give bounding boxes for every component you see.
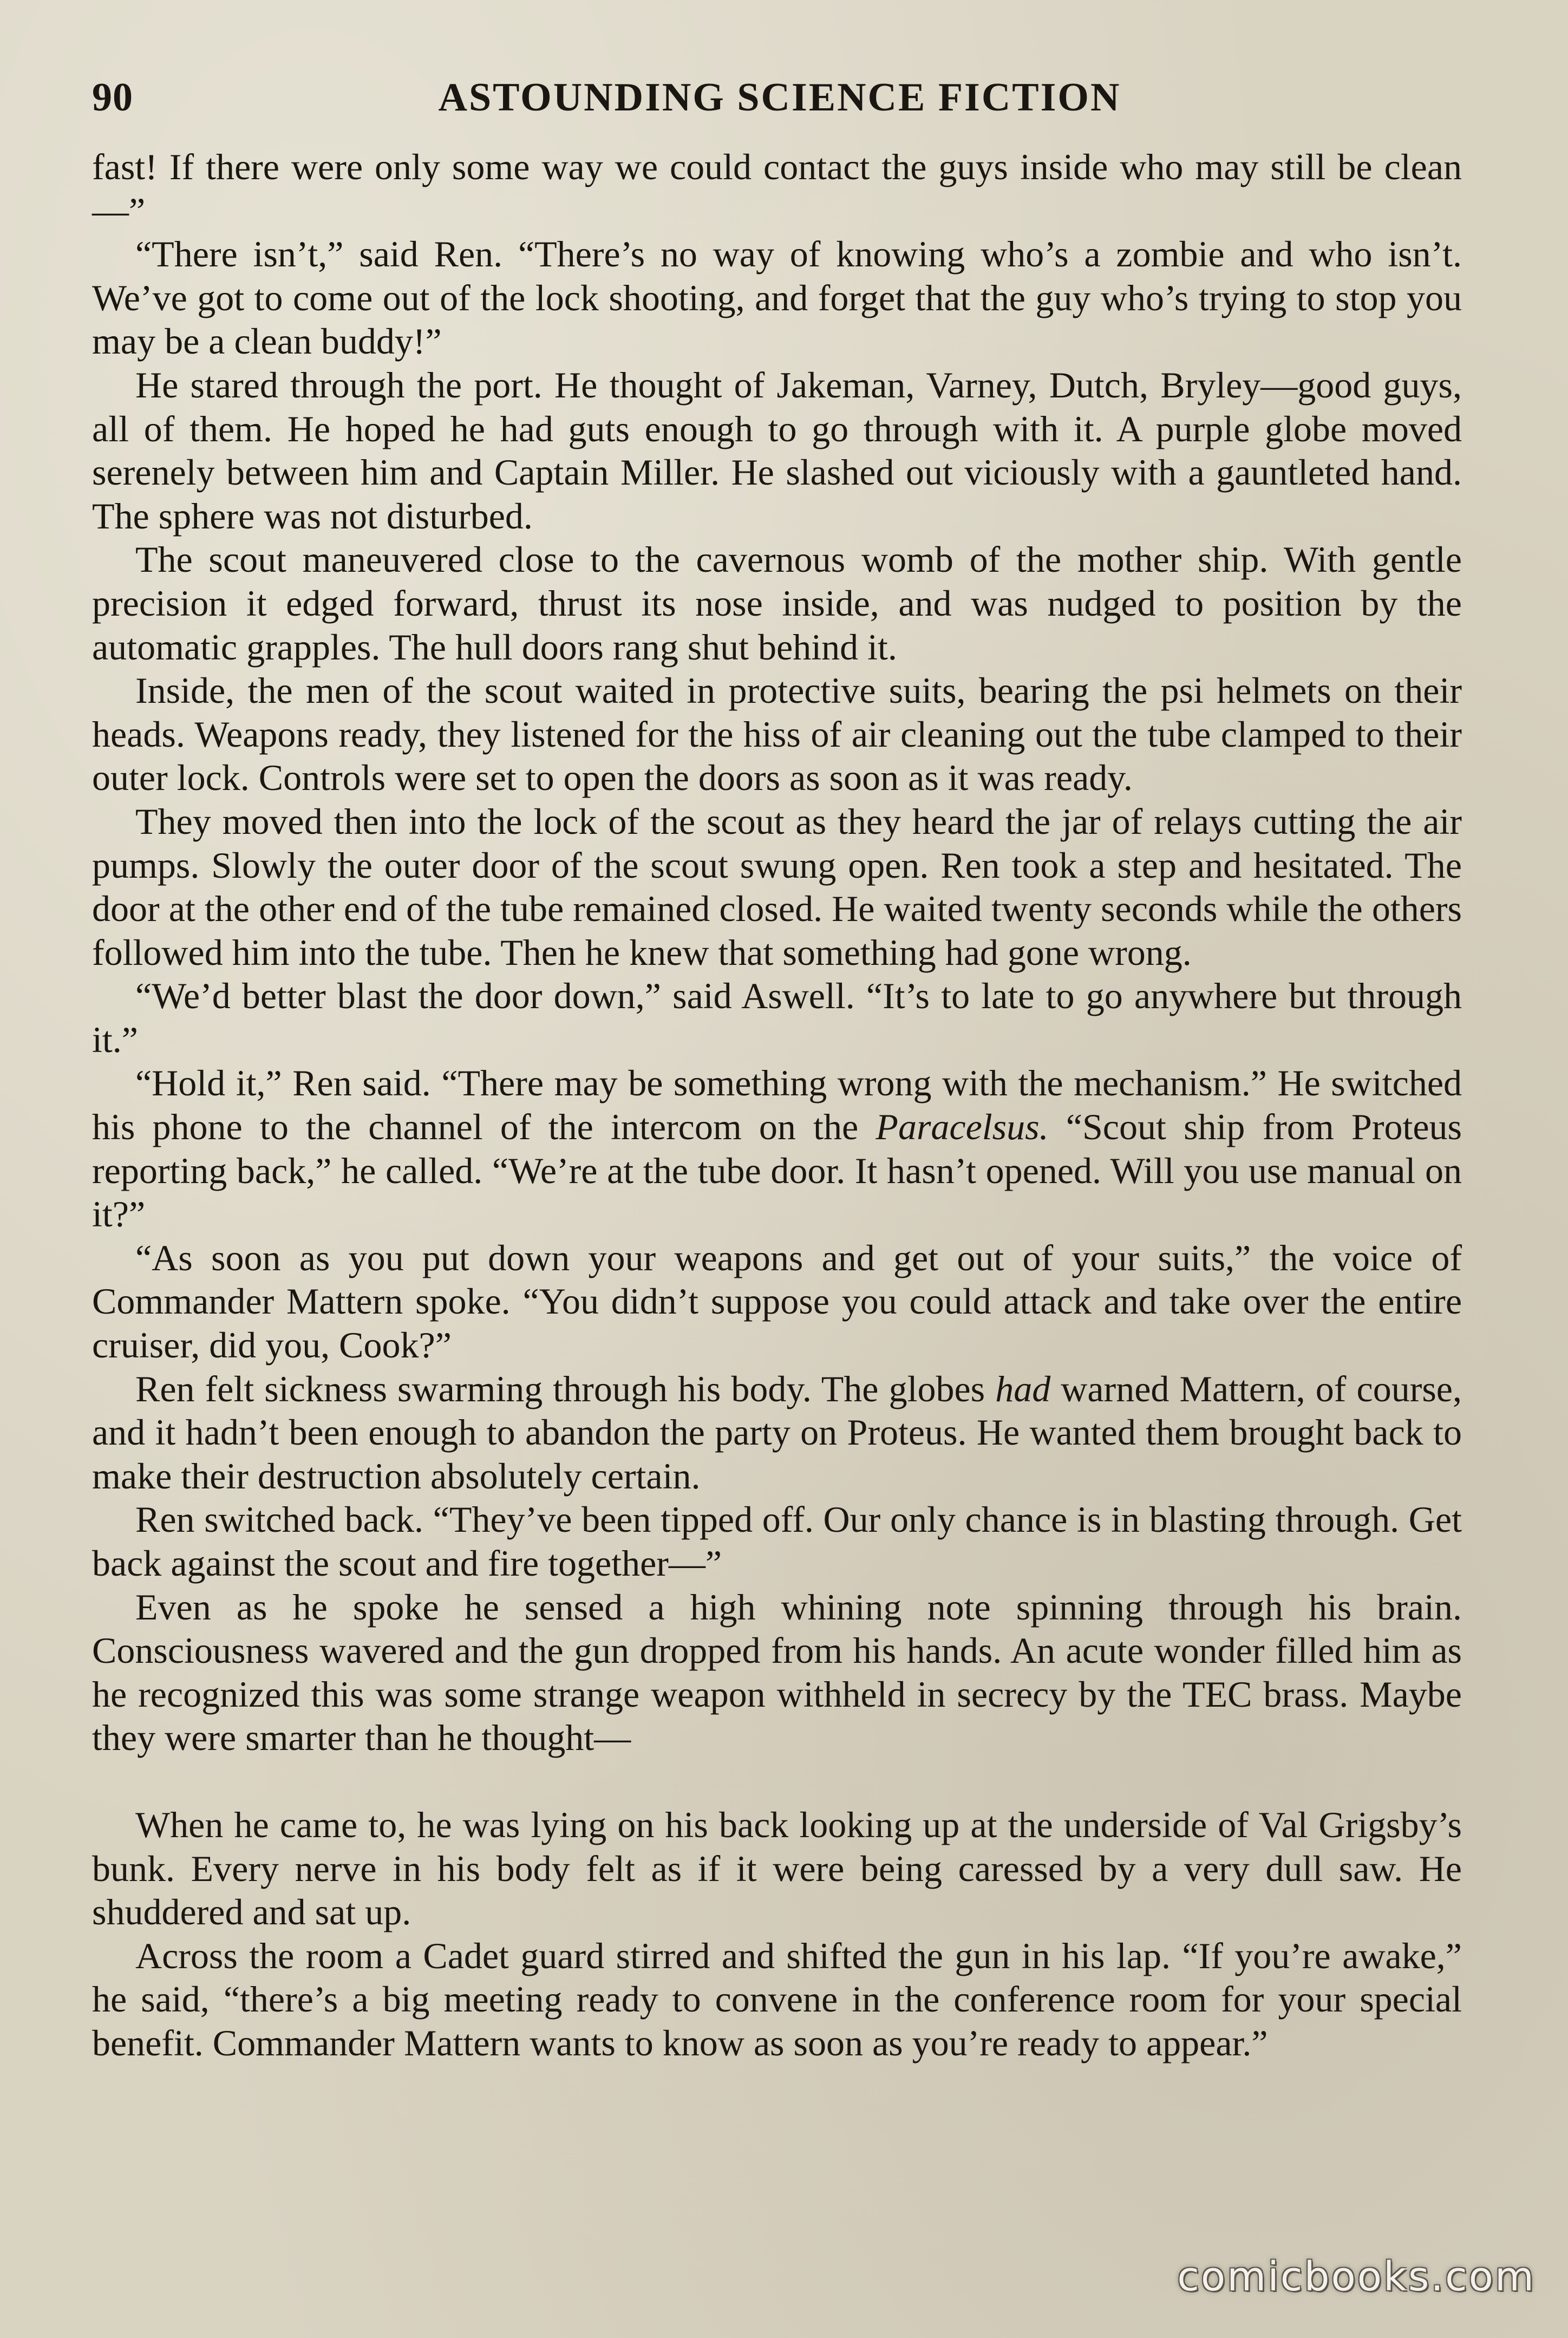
paragraph: “We’d better blast the door down,” said Aswell. “It’s to late to go anywhere but through it.” xyxy=(92,975,1462,1060)
paragraph-text: “Hold it,” Ren said. “There may be something wrong with the mechanism.” He switched his phone to the channel of the intercom on the xyxy=(92,1062,1462,1148)
paragraph xyxy=(92,1367,1462,1498)
emphasis: had xyxy=(995,1368,1051,1409)
paragraph: fast! If there were only some way we could contact the guys inside who may still be clean—” xyxy=(92,146,1462,231)
watermark: comicbooks.com xyxy=(1177,2254,1536,2300)
paragraph: When he came to, he was lying on his back looking up at the underside of Val Grigsby’s bunk. Every nerve in his body felt as if it were being caressed by a very dull saw. He shuddered and sat up. xyxy=(92,1804,1462,1933)
paragraph: Inside, the men of the scout waited in protective suits, bearing the psi helmets on their heads. Weapons ready, they listened for the hiss of air cleaning out the tube clamped to their outer lock. Controls were set to open the doors as soon as it was ready. xyxy=(92,670,1462,799)
paragraph: “As soon as you put down your weapons and get out of your suits,” the voice of Commander Mattern spoke. “You didn’t suppose you could attack and take over the entire cruiser, did you, Cook?” xyxy=(92,1237,1462,1366)
paragraph-text: “Scout ship from Proteus reporting back,” he called. “We’re at the tube door. It hasn’t opened. Will you use manual on it?” xyxy=(92,1106,1462,1235)
paragraph xyxy=(92,1061,1462,1236)
paragraph: Ren switched back. “They’ve been tipped off. Our only chance is in blasting through. Get back against the scout and fire together—” xyxy=(92,1499,1462,1584)
paragraph: “There isn’t,” said Ren. “There’s no way of knowing who’s a zombie and who isn’t. We’ve got to come out of the lock shooting, and forget that the guy who’s trying to stop you may be a clean buddy!” xyxy=(92,233,1462,362)
paragraph: Even as he spoke he sensed a high whining note spinning through his brain. Consciousness wavered and the gun dropped from his hands. An acute wonder filled him as he recognized this was some strange weapon withheld in secrecy by the TEC brass. Maybe they were smarter than he thought— xyxy=(92,1586,1462,1759)
paragraph-text: warned Mattern, of course, and it hadn’t been enough to abandon the party on Proteus. He wanted them brought back to make their destruction absolutely certain. xyxy=(92,1368,1462,1497)
magazine-title: ASTOUNDING SCIENCE FICTION xyxy=(438,75,1121,120)
paragraph: Across the room a Cadet guard stirred and shifted the gun in his lap. “If you’re awake,” he said, “there’s a big meeting ready to convene in the conference room for your special benefit. Commander Mattern wants to know as soon as you’re ready to appear.” xyxy=(92,1935,1462,2063)
paragraph: He stared through the port. He thought of Jakeman, Varney, Dutch, Bryley—good guys, all of them. He hoped he had guts enough to go through with it. A purple globe moved serenely between him and Captain Miller. He slashed out viciously with a gauntleted hand. The sphere was not disturbed. xyxy=(92,364,1462,537)
body-text xyxy=(92,145,1462,2065)
ship-name: Paracelsus. xyxy=(876,1106,1049,1148)
page-number: 90 xyxy=(92,75,133,120)
paragraph-text: Ren felt sickness swarming through his body. The globes xyxy=(135,1368,985,1409)
paragraph: They moved then into the lock of the scout as they heard the jar of relays cutting the air pumps. Slowly the outer door of the scout swung open. Ren took a step and hesitated. The door at the other end of the tube remained closed. He waited twenty seconds while the others followed him into the tube. Then he knew that something had gone wrong. xyxy=(92,800,1462,973)
running-head xyxy=(92,75,1467,134)
paragraph: The scout maneuvered close to the cavernous womb of the mother ship. With gentle precision it edged forward, thrust its nose inside, and was nudged to position by the automatic grapples. The hull doors rang shut behind it. xyxy=(92,539,1462,668)
